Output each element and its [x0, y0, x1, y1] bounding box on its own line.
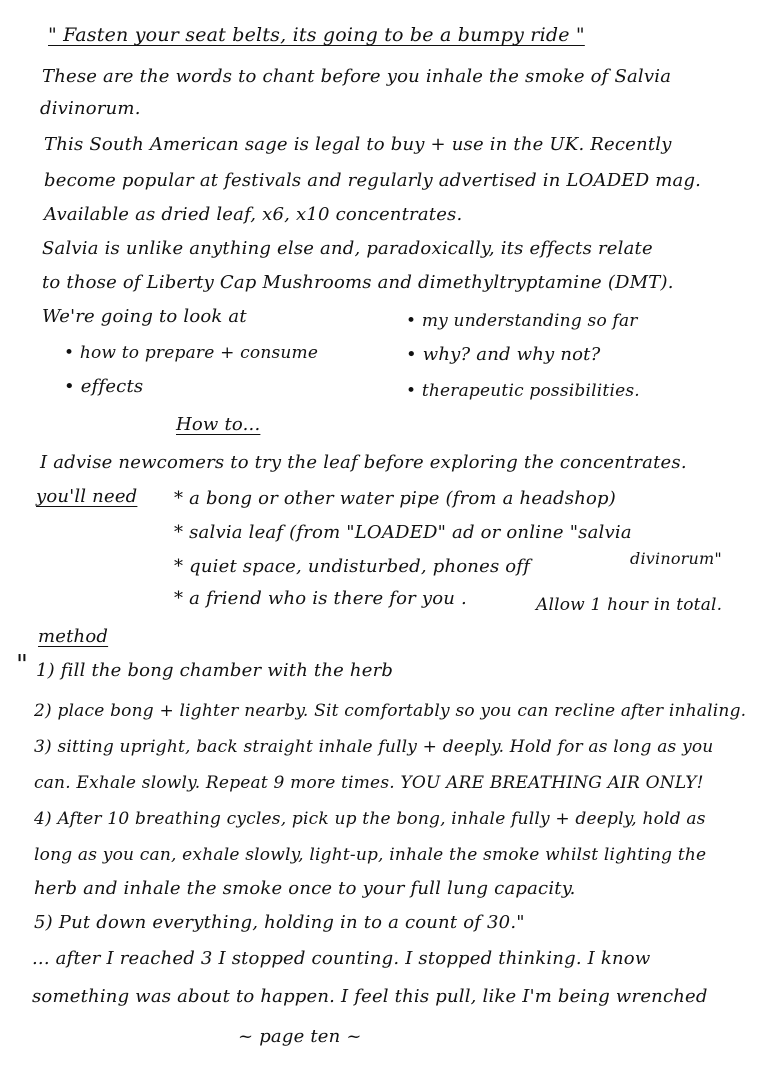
- method-step: 5) Put down everything, holding in to a count of 30.": [34, 912, 525, 933]
- look-at-item: • my understanding so far: [406, 311, 638, 331]
- open-quote: ": [16, 650, 28, 680]
- intro-line: Salvia is unlike anything else and, paradoxically, its effects relate: [42, 238, 653, 259]
- ending-line: something was about to happen. I feel this pull, like I'm being wrenched: [32, 986, 708, 1007]
- need-item: * salvia leaf (from "LOADED" ad or online "salvia: [174, 522, 632, 543]
- need-label: you'll need: [36, 486, 138, 507]
- method-step: long as you can, exhale slowly, light-up, inhale the smoke whilst lighting the: [34, 845, 707, 865]
- page-footer: ~ page ten ~: [238, 1026, 362, 1047]
- method-step: 4) After 10 breathing cycles, pick up the bong, inhale fully + deeply, hold as: [34, 809, 706, 829]
- howto-advice: I advise newcomers to try the leaf before exploring the concentrates.: [40, 452, 687, 473]
- need-item: * a friend who is there for you .: [174, 588, 467, 609]
- look-at-item: • effects: [64, 376, 144, 397]
- page-title: " Fasten your seat belts, its going to be a bumpy ride ": [48, 24, 585, 46]
- look-at-item: • why? and why not?: [406, 344, 601, 365]
- intro-line: to those of Liberty Cap Mushrooms and dimethyltryptamine (DMT).: [42, 272, 674, 293]
- method-heading: method: [38, 626, 109, 647]
- method-step: 2) place bong + lighter nearby. Sit comfortably so you can recline after inhaling.: [34, 701, 747, 721]
- method-step: herb and inhale the smoke once to your full lung capacity.: [34, 878, 576, 899]
- look-at-item: • how to prepare + consume: [64, 343, 319, 363]
- intro-line: These are the words to chant before you inhale the smoke of Salvia: [42, 66, 672, 87]
- look-at-item: • therapeutic possibilities.: [406, 381, 640, 401]
- howto-heading: How to...: [176, 414, 261, 435]
- intro-line: Available as dried leaf, x6, x10 concentrates.: [44, 204, 463, 225]
- method-step: 3) sitting upright, back straight inhale fully + deeply. Hold for as long as you: [34, 737, 714, 757]
- intro-line: This South American sage is legal to buy + use in the UK. Recently: [44, 134, 672, 155]
- intro-line: become popular at festivals and regularly advertised in LOADED mag.: [44, 170, 702, 191]
- method-step: 1) fill the bong chamber with the herb: [36, 660, 394, 681]
- need-item-continued: divinorum": [630, 549, 722, 568]
- ending-line: ... after I reached 3 I stopped counting. I stopped thinking. I know: [32, 948, 651, 969]
- method-step: can. Exhale slowly. Repeat 9 more times. YOU ARE BREATHING AIR ONLY!: [34, 773, 704, 793]
- need-item: * a bong or other water pipe (from a headshop): [174, 488, 616, 509]
- need-item: * quiet space, undisturbed, phones off: [174, 556, 531, 577]
- look-at-lead: We're going to look at: [42, 306, 247, 327]
- intro-line: divinorum.: [40, 98, 141, 119]
- allow-note: Allow 1 hour in total.: [536, 595, 723, 615]
